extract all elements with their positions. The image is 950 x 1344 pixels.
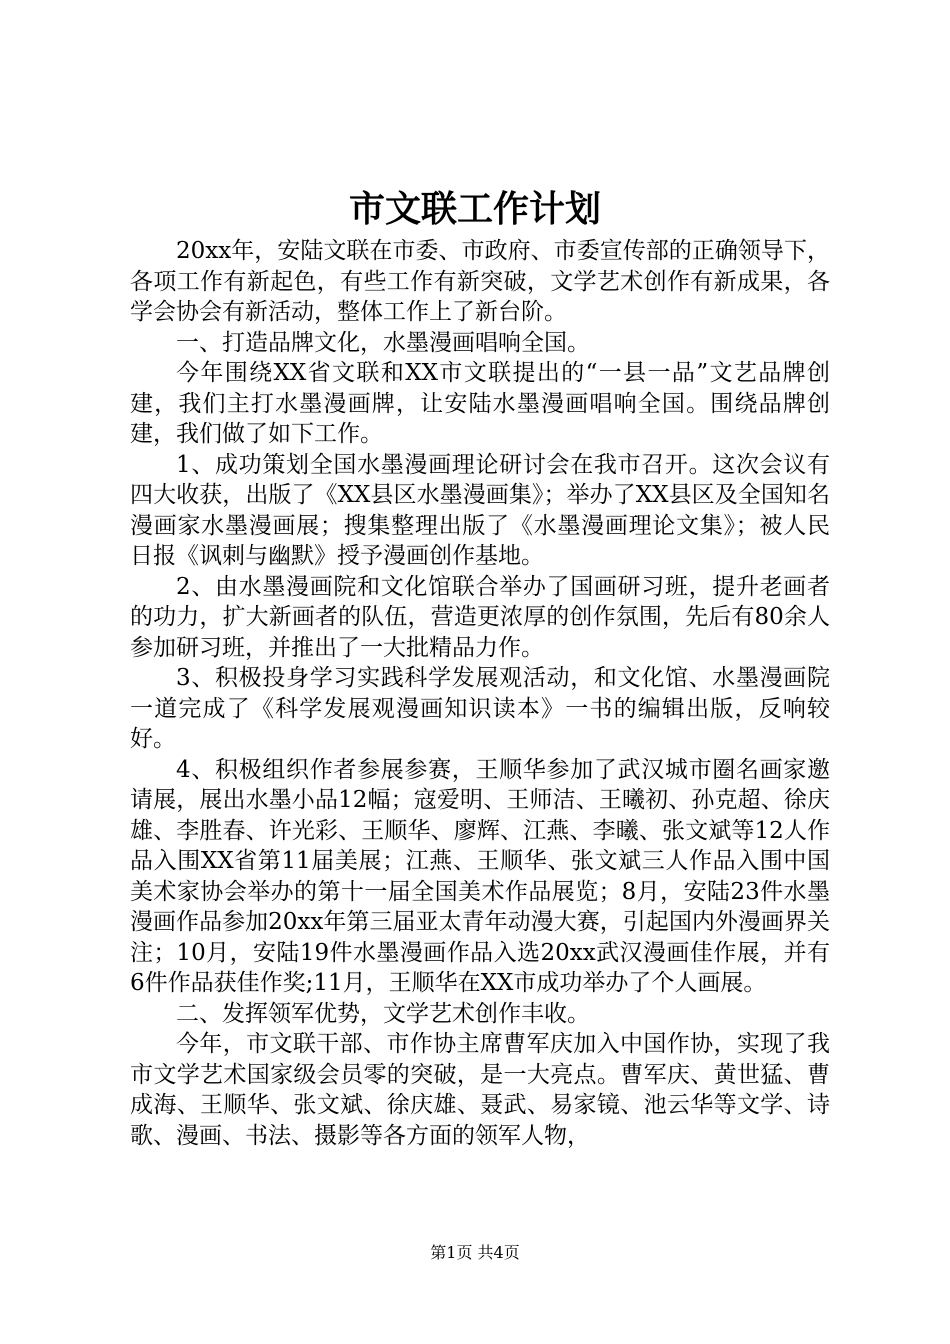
paragraph: 4、积极组织作者参展参赛，王顺华参加了武汉城市圈名画家邀请展，展出水墨小品12幅；寇爱明、王师洁、王曦初、孙克超、徐庆雄、李胜春、许光彩、王顺华、廖辉、江燕、李曦、张文斌等12人作品入围XX省第11届美展；江燕、王顺华、张文斌三人作品入围中国美术家协会举办的第十一届全国美术作品展览；8月，安陆23件水墨漫画作品参加20xx年第三届亚太青年动漫大赛，引起国内外漫画界关注；10月，安陆19件水墨漫画作品入选20xx武汉漫画佳作展，并有6件作品获佳作奖;11月，王顺华在XX市成功举办了个人画展。 bbox=[130, 756, 830, 996]
page-number-footer: 第1页 共4页 bbox=[430, 1243, 520, 1262]
document-title: 市文联工作计划 bbox=[348, 188, 601, 230]
paragraph: 3、积极投身学习实践科学发展观活动，和文化馆、水墨漫画院一道完成了《科学发展观漫画知识读本》一书的编辑出版，反响较好。 bbox=[130, 665, 830, 752]
paragraph: 今年，市文联干部、市作协主席曹军庆加入中国作协，实现了我市文学艺术国家级会员零的突破，是一大亮点。曹军庆、黄世猛、曹成海、王顺华、张文斌、徐庆雄、聂武、易家镜、池云华等文学、诗歌、漫画、书法、摄影等各方面的领军人物， bbox=[130, 1031, 830, 1149]
section-heading: 二、发挥领军优势，文学艺术创作丰收。 bbox=[176, 1000, 590, 1027]
paragraph: 1、成功策划全国水墨漫画理论研讨会在我市召开。这次会议有四大收获，出版了《XX县区水墨漫画集》；举办了XX县区及全国知名漫画家水墨漫画展；搜集整理出版了《水墨漫画理论文集》；被人民日报《讽刺与幽默》授予漫画创作基地。 bbox=[130, 451, 830, 569]
paragraph: 今年围绕XX省文联和XX市文联提出的“一县一品”文艺品牌创建，我们主打水墨漫画牌，让安陆水墨漫画唱响全国。围绕品牌创建，我们做了如下工作。 bbox=[130, 360, 830, 447]
section-heading: 一、打造品牌文化，水墨漫画唱响全国。 bbox=[176, 329, 590, 356]
document-body bbox=[130, 236, 830, 1151]
paragraph: 20xx年，安陆文联在市委、市政府、市委宣传部的正确领导下，各项工作有新起色，有些工作有新突破，文学艺术创作有新成果，各学会协会有新活动，整体工作上了新台阶。 bbox=[130, 238, 830, 325]
paragraph: 2、由水墨漫画院和文化馆联合举办了国画研习班，提升老画者的功力，扩大新画者的队伍，营造更浓厚的创作氛围，先后有80余人参加研习班，并推出了一大批精品力作。 bbox=[130, 573, 830, 661]
